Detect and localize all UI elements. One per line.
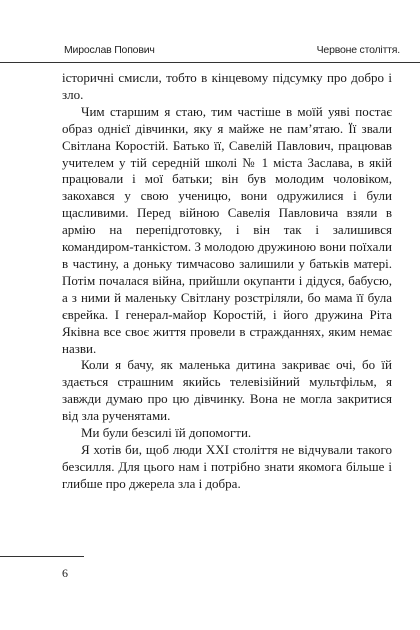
page-number: 6 — [62, 566, 68, 580]
paragraph-2: Чим старшим я стаю, тим частіше в моїй уяві постає образ однієї дівчинки, яку я майже не пам’ятаю. Її звали Світлана Коростій. Батько її, Савелій Павлович, працював учителем у тій середній школі № 1 міста Заслава, в якій працювали і мої батьки; він був молодим чоловіком, закохався у свою ученицю, вони одружилися і були щасливими. Перед війною Савелія Павловича взяли в армію на перепідготовку, і він так і залишився командиром-танкістом. З молодою дружиною вони поїхали в частину, а доньку тимчасово залишили у батьків матері. Потім почалася війна, прийшли окупанти і дідуся, бабусю, а з ними й маленьку Світлану розстріляли, бо мама її була єврейка. І генерал-майор Коростій, і його дружина Ріта Яківна все своє життя провели в стражданнях, яким немає назви. — [62, 103, 392, 356]
header-rule — [0, 62, 420, 63]
running-head-title: Червоне століття. — [316, 44, 400, 56]
paragraph-5: Я хотів би, щоб люди XXI століття не відчували такого безсилля. Для цього нам і потрібно знати якомога більше і глибше про джерела зла і добра. — [62, 441, 392, 491]
running-head-author: Мирослав Попович — [64, 44, 155, 56]
body-text — [62, 70, 392, 493]
paragraph-3: Коли я бачу, як маленька дитина закриває очі, бо їй здається страшним якийсь телевізійний мультфільм, я завжди думаю про цю дівчинку. Вона не могла закритися від зла рученятами. — [62, 357, 392, 424]
footer-rule — [0, 556, 84, 557]
paragraph-4: Ми були безсилі їй допомогти. — [81, 425, 252, 441]
paragraph-1: історичні смисли, тобто в кінцевому підсумку про добро і зло. — [62, 70, 392, 102]
running-head — [64, 44, 400, 56]
